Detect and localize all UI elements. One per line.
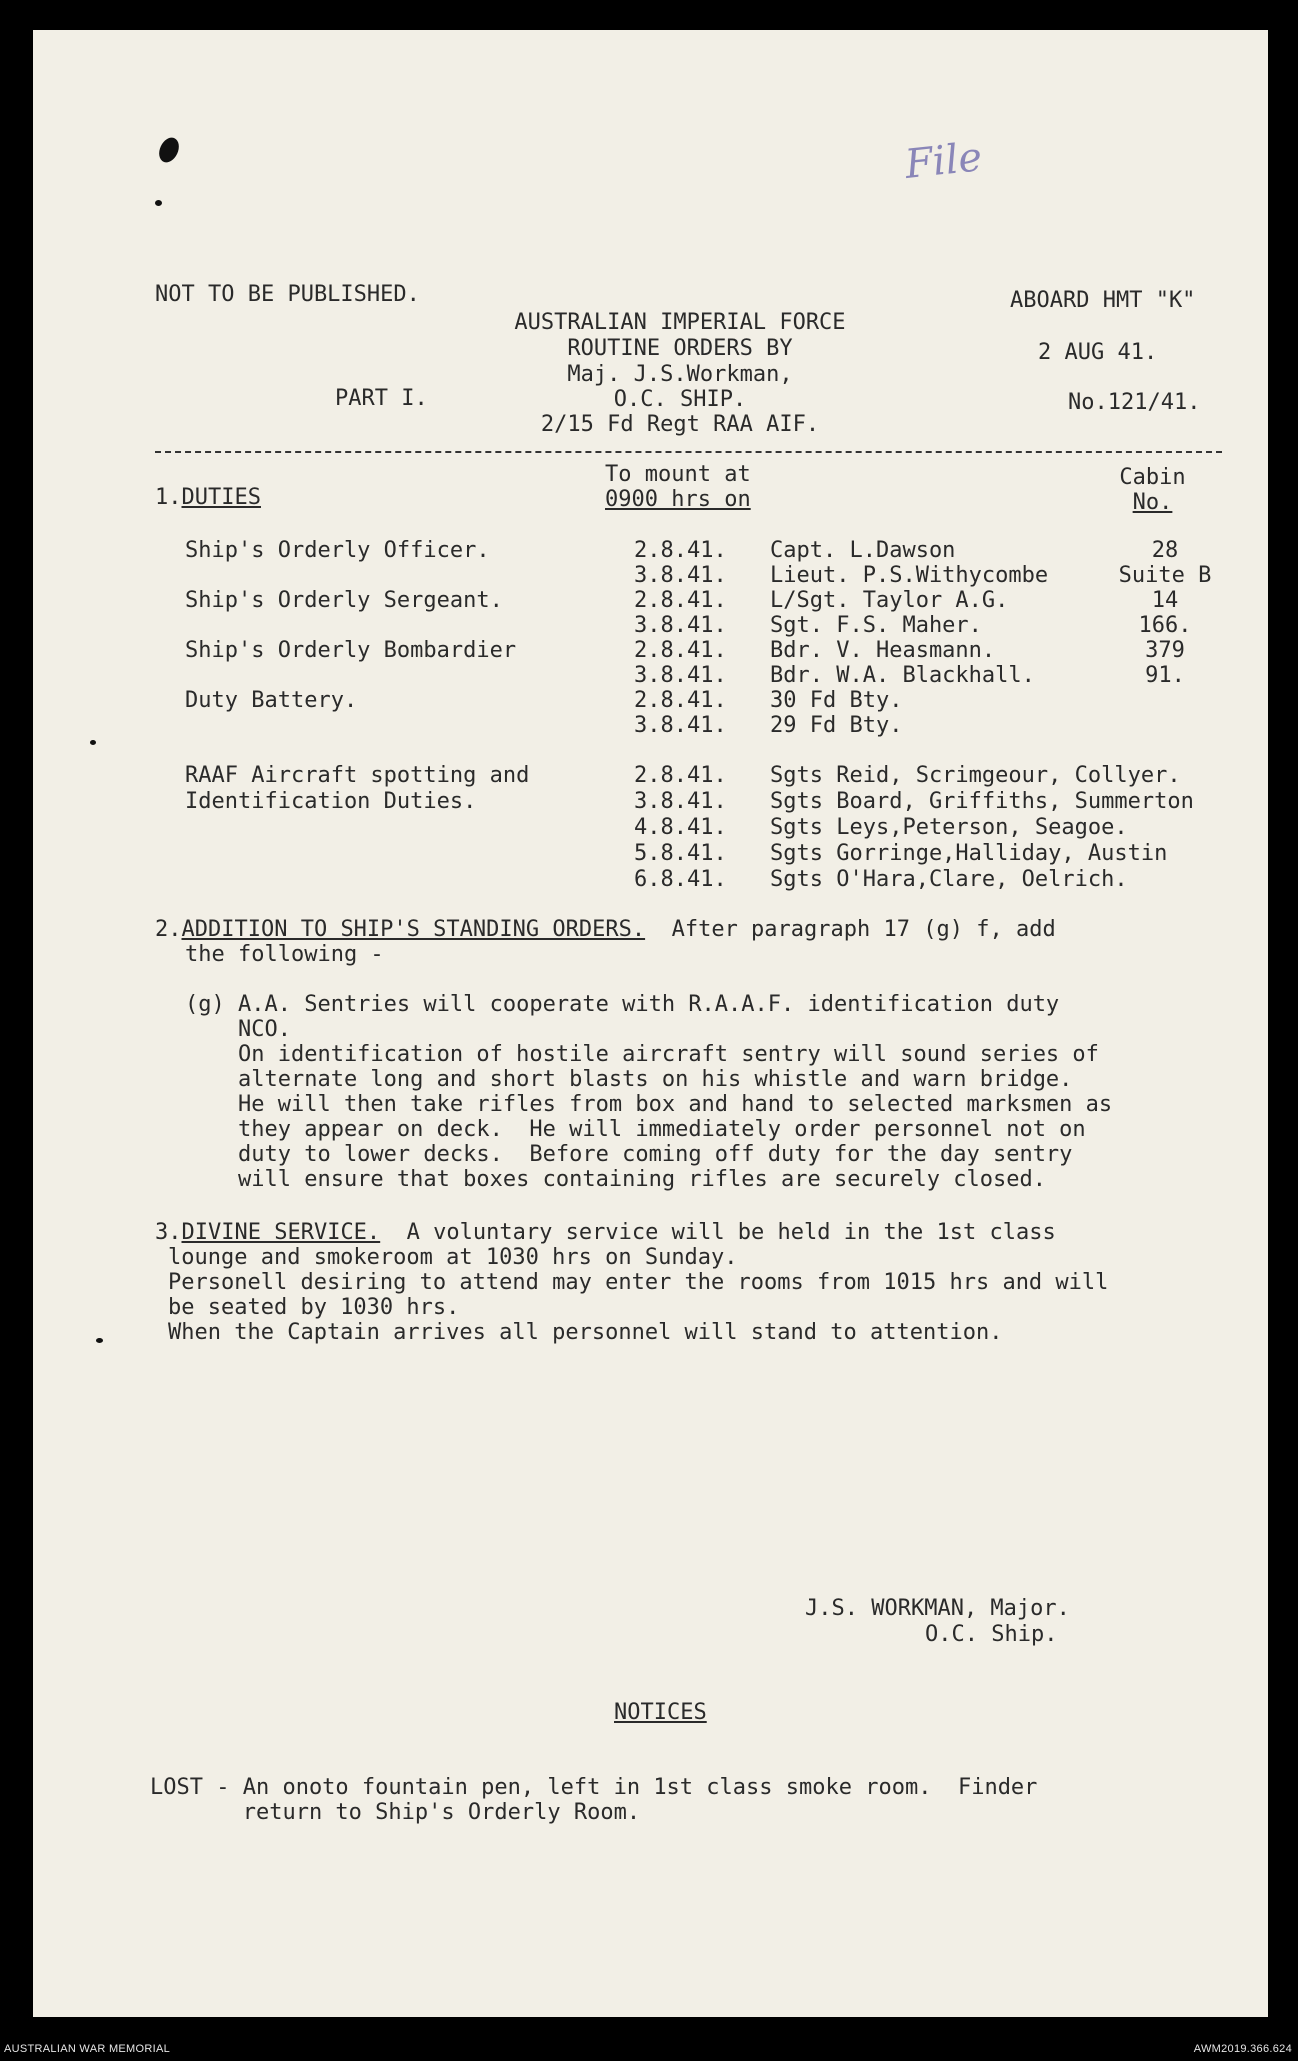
duty-cabin: 379: [1145, 638, 1185, 663]
unit-name: 2/15 Fd Regt RAA AIF.: [540, 412, 820, 437]
raaf-duty-names: Sgts Leys,Peterson, Seagoe.: [770, 815, 1128, 840]
duty-assignee: L/Sgt. Taylor A.G.: [770, 588, 1009, 613]
duty-assignee: Bdr. V. Heasmann.: [770, 638, 996, 663]
col-header-mount-time: 0900 hrs on: [605, 487, 751, 512]
duty-date: 2.8.41.: [634, 638, 727, 663]
section-2-line: alternate long and short blasts on his whistle and warn bridge.: [185, 1067, 1073, 1092]
ship-location: ABOARD HMT "K": [1010, 288, 1196, 313]
section-3-heading: 3.DIVINE SERVICE. A voluntary service will be held in the 1st class: [155, 1220, 1056, 1245]
footer-credit: AUSTRALIAN WAR MEMORIAL: [4, 2043, 171, 2055]
raaf-duty-label: Identification Duties.: [185, 789, 477, 814]
section-3-line: When the Captain arrives all personnel will stand to attention.: [168, 1320, 1003, 1345]
section-2-intro: the following -: [185, 942, 384, 967]
footer-accession-number: AWM2019.366.624: [1193, 2043, 1292, 2055]
duty-cabin: Suite B: [1118, 563, 1212, 588]
org-title: AUSTRALIAN IMPERIAL FORCE: [514, 310, 846, 335]
raaf-duty-names: Sgts Board, Griffiths, Summerton: [770, 789, 1194, 814]
raaf-duty-date: 6.8.41.: [634, 867, 727, 892]
duty-name: Ship's Orderly Sergeant.: [185, 588, 503, 613]
duty-assignee: Bdr. W.A. Blackhall.: [770, 663, 1035, 688]
duty-name: Ship's Orderly Bombardier: [185, 638, 517, 663]
col-header-cabin-no: No.: [1132, 490, 1173, 515]
section-3-line: lounge and smokeroom at 1030 hrs on Sunday.: [168, 1245, 738, 1270]
issuing-officer: Maj. J.S.Workman,: [567, 362, 793, 387]
section-3-line: Personell desiring to attend may enter the rooms from 1015 hrs and will: [168, 1270, 1109, 1295]
section-2-line: He will then take rifles from box and hand to selected marksmen as: [185, 1092, 1113, 1117]
raaf-duty-label: RAAF Aircraft spotting and: [185, 763, 530, 788]
raaf-duty-names: Sgts Reid, Scrimgeour, Collyer.: [770, 763, 1181, 788]
duty-cabin: 14: [1151, 588, 1179, 613]
notices-heading: NOTICES: [614, 1700, 707, 1725]
duty-name: Duty Battery.: [185, 688, 358, 713]
duty-date: 2.8.41.: [634, 688, 727, 713]
duty-assignee: 29 Fd Bty.: [770, 713, 903, 738]
raaf-duty-date: 4.8.41.: [634, 815, 727, 840]
col-header-cabin: Cabin: [1119, 465, 1186, 490]
handwritten-file-note: File: [902, 134, 985, 188]
restriction-notice: NOT TO BE PUBLISHED.: [155, 282, 420, 307]
section-2-line: NCO.: [185, 1017, 291, 1042]
duty-assignee: Lieut. P.S.Withycombe: [770, 563, 1049, 588]
notice-lost: return to Ship's Orderly Room.: [150, 1800, 641, 1825]
officer-role: O.C. SHIP.: [613, 387, 747, 412]
section-2-line: they appear on deck. He will immediately order personnel not on: [185, 1117, 1086, 1142]
duty-cabin: 91.: [1145, 663, 1185, 688]
duty-date: 3.8.41.: [634, 713, 727, 738]
divider-line: [155, 451, 1222, 453]
ink-speck-mark: [96, 1338, 103, 1343]
raaf-duty-names: Sgts Gorringe,Halliday, Austin: [770, 841, 1168, 866]
ink-speck-mark: [155, 200, 162, 206]
section-2-line: (g) A.A. Sentries will cooperate with R.A.A.F. identification duty: [185, 992, 1060, 1017]
duty-assignee: Capt. L.Dawson: [770, 538, 956, 563]
signature-name: J.S. WORKMAN, Major.: [805, 1596, 1070, 1621]
duty-cabin: 166.: [1138, 613, 1192, 638]
section-2-line: On identification of hostile aircraft sentry will sound series of: [185, 1042, 1099, 1067]
duty-assignee: 30 Fd Bty.: [770, 688, 903, 713]
notice-lost: LOST - An onoto fountain pen, left in 1st class smoke room. Finder: [150, 1775, 1038, 1800]
section-1-heading: 1.DUTIES: [155, 485, 261, 510]
duty-date: 3.8.41.: [634, 613, 727, 638]
duty-date: 2.8.41.: [634, 588, 727, 613]
duty-name: Ship's Orderly Officer.: [185, 538, 490, 563]
section-2-heading: 2.ADDITION TO SHIP'S STANDING ORDERS. After paragraph 17 (g) f, add: [155, 917, 1056, 942]
raaf-duty-date: 3.8.41.: [634, 789, 727, 814]
section-2-line: duty to lower decks. Before coming off duty for the day sentry: [185, 1142, 1073, 1167]
raaf-duty-names: Sgts O'Hara,Clare, Oelrich.: [770, 867, 1128, 892]
raaf-duty-date: 2.8.41.: [634, 763, 727, 788]
raaf-duty-date: 5.8.41.: [634, 841, 727, 866]
section-2-line: will ensure that boxes containing rifles are securely closed.: [185, 1167, 1046, 1192]
orders-by: ROUTINE ORDERS BY: [567, 336, 793, 361]
duty-assignee: Sgt. F.S. Maher.: [770, 613, 982, 638]
section-3-line: be seated by 1030 hrs.: [168, 1295, 460, 1320]
duty-date: 3.8.41.: [634, 663, 727, 688]
duty-cabin: 28: [1151, 538, 1179, 563]
col-header-mount: To mount at: [605, 462, 751, 487]
signature-role: O.C. Ship.: [925, 1622, 1058, 1647]
order-number: No.121/41.: [1068, 390, 1201, 415]
ink-speck-mark: [90, 740, 96, 745]
duty-date: 2.8.41.: [634, 538, 727, 563]
part-label: PART I.: [335, 386, 428, 411]
duty-date: 3.8.41.: [634, 563, 727, 588]
order-date: 2 AUG 41.: [1038, 340, 1158, 365]
